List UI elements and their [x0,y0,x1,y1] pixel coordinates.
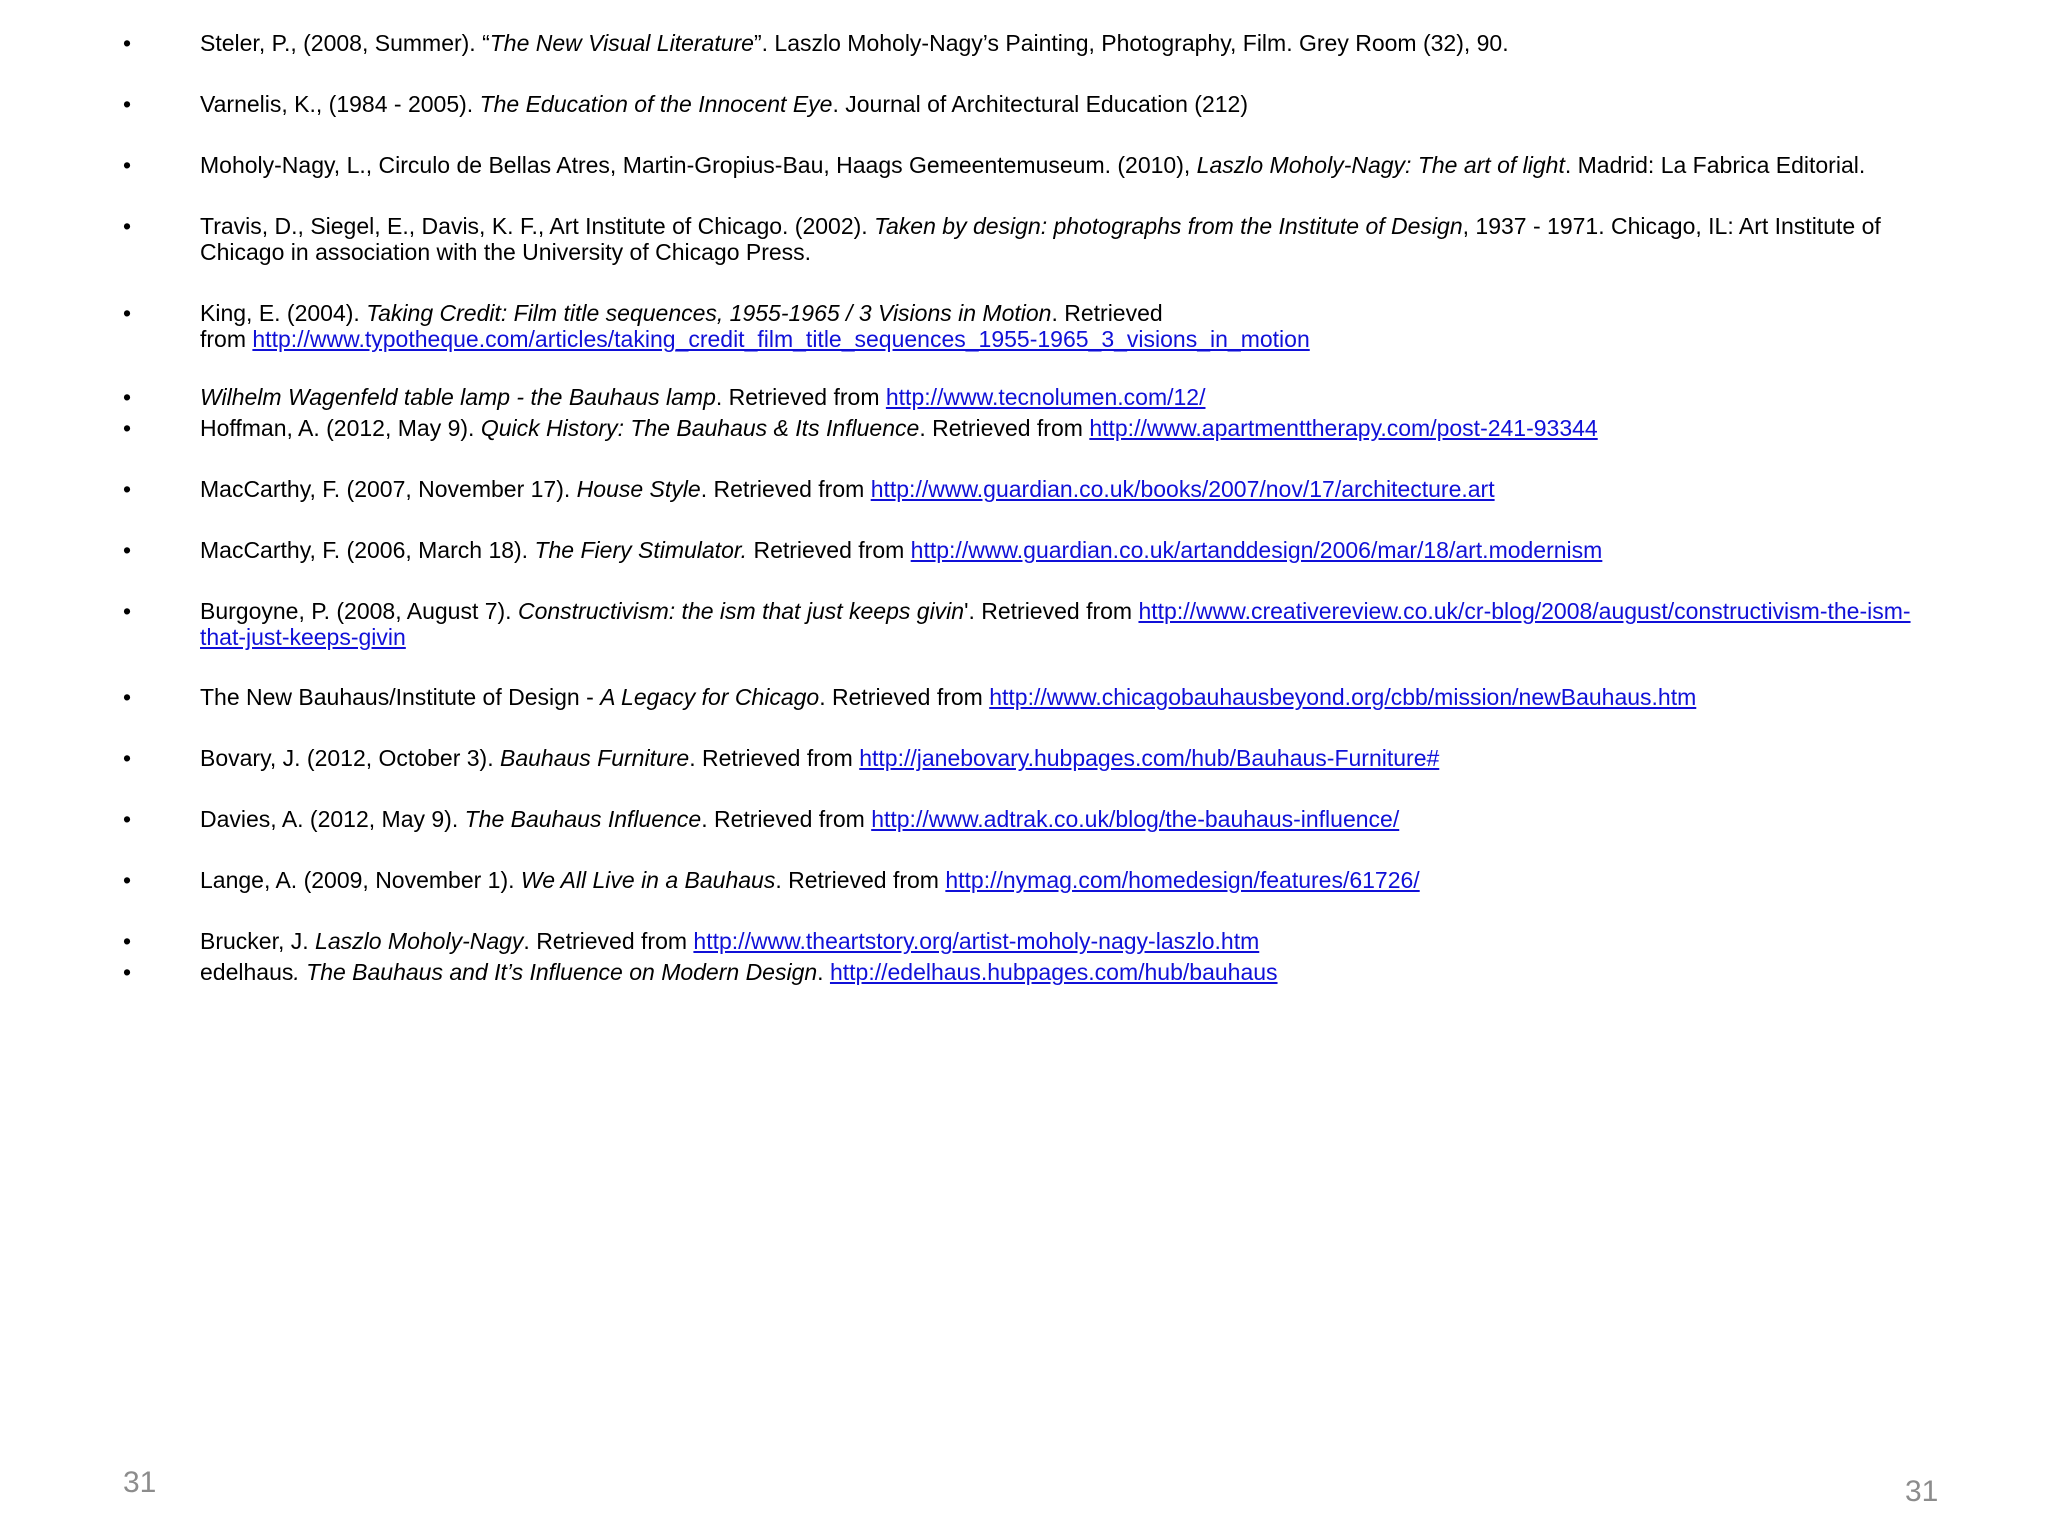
reference-title: The Education of the Innocent Eye [479,91,833,117]
reference-text: Steler, P., (2008, Summer). “ [200,30,490,56]
reference-title: The New Visual Literature [489,30,754,56]
reference-text: Retrieved from [747,537,911,563]
reference-text: King, E. (2004). [200,300,367,326]
reference-link[interactable]: http://www.typotheque.com/articles/taking_credit_film_title_sequences_1955-1965_3_visions_in_motion [252,326,1310,352]
reference-link[interactable]: http://www.tecnolumen.com/12/ [885,384,1206,410]
reference-entry [200,476,1920,502]
reference-entry [200,598,1920,650]
reference-link[interactable]: http://www.adtrak.co.uk/blog/the-bauhaus-influence/ [871,806,1400,832]
reference-title: We All Live in a Bauhaus [520,867,776,893]
reference-text: . Retrieved from [919,415,1090,441]
reference-title: Bauhaus Furniture [499,745,690,771]
list-bullet: • [123,300,132,326]
reference-text: Lange, A. (2009, November 1). [200,867,521,893]
list-bullet: • [123,867,132,893]
reference-text: Davies, A. (2012, May 9). [200,806,465,832]
reference-link[interactable]: http://nymag.com/homedesign/features/61726/ [945,867,1420,893]
reference-entry [200,959,1920,985]
reference-link[interactable]: http://edelhaus.hubpages.com/hub/bauhaus [829,959,1278,985]
reference-text: . Retrieved from [700,476,871,502]
reference-text: . Retrieved from [523,928,694,954]
reference-text: Burgoyne, P. (2008, August 7). [200,598,518,624]
reference-text: Travis, D., Siegel, E., Davis, K. F., Art Institute of Chicago. (2002). [200,213,875,239]
reference-text: Moholy-Nagy, L., Circulo de Bellas Atres, Martin-Gropius-Bau, Haags Gemeentemuseum. (2010), [200,152,1197,178]
reference-entry [200,415,1920,441]
reference-link[interactable]: http://www.chicagobauhausbeyond.org/cbb/mission/newBauhaus.htm [989,684,1697,710]
list-bullet: • [123,598,132,624]
page-number-left: 31 [123,1466,157,1499]
reference-text: '. Retrieved from [964,598,1139,624]
reference-text: . Retrieved from [715,384,886,410]
list-bullet: • [123,959,132,985]
list-bullet: • [123,91,132,117]
reference-entry [200,867,1920,893]
list-bullet: • [123,684,132,710]
reference-text: Hoffman, A. (2012, May 9). [200,415,481,441]
reference-title: Quick History: The Bauhaus & Its Influence [480,415,920,441]
reference-title: Taking Credit: Film title sequences, 1955-1965 / 3 Visions in Motion [366,300,1052,326]
list-bullet: • [123,476,132,502]
reference-text: . Retrieved from [689,745,860,771]
reference-entry [200,745,1920,771]
reference-entry [200,30,1920,56]
reference-title: . The Bauhaus and It’s Influence on Modern Design [293,959,818,985]
reference-text: . [817,959,830,985]
reference-entry [200,806,1920,832]
reference-title: Wilhelm Wagenfeld table lamp - the Bauhaus lamp [200,384,716,410]
reference-entry [200,684,1920,710]
list-bullet: • [123,152,132,178]
reference-text: Varnelis, K., (1984 - 2005). [200,91,480,117]
reference-link[interactable]: http://www.guardian.co.uk/books/2007/nov/17/architecture.art [870,476,1495,502]
reference-text: MacCarthy, F. (2006, March 18). [200,537,535,563]
reference-entry [200,91,1920,117]
reference-text: from [200,326,253,352]
reference-text: . Retrieved [1051,300,1163,326]
reference-title: A Legacy for Chicago [600,684,820,710]
reference-title: Laszlo Moholy-Nagy: The art of light [1196,152,1565,178]
page-number-right: 31 [1905,1475,1939,1508]
reference-title: The Bauhaus Influence [464,806,702,832]
reference-text: edelhaus [200,959,294,985]
list-bullet: • [123,537,132,563]
reference-entry [200,152,1920,178]
list-bullet: • [123,384,132,410]
reference-text: . Madrid: La Fabrica Editorial. [1564,152,1866,178]
reference-entry [200,537,1920,563]
reference-entry [200,928,1920,954]
list-bullet: • [123,415,132,441]
reference-text: . Retrieved from [819,684,990,710]
list-bullet: • [123,806,132,832]
reference-text: . Journal of Architectural Education (212) [832,91,1248,117]
reference-text: Bovary, J. (2012, October 3). [200,745,500,771]
list-bullet: • [123,928,132,954]
list-bullet: • [123,30,132,56]
reference-title: The Fiery Stimulator. [534,537,748,563]
reference-link[interactable]: http://janebovary.hubpages.com/hub/Bauhaus-Furniture# [859,745,1440,771]
reference-text: Brucker, J. [200,928,316,954]
reference-text: ”. Laszlo Moholy-Nagy’s Painting, Photography, Film. Grey Room (32), 90. [753,30,1509,56]
reference-link[interactable]: http://www.guardian.co.uk/artanddesign/2006/mar/18/art.modernism [910,537,1603,563]
list-bullet: • [123,745,132,771]
reference-entry [200,384,1920,410]
reference-link[interactable]: http://www.theartstory.org/artist-moholy-nagy-laszlo.htm [693,928,1260,954]
reference-text: , 1937 - 1971. Chicago, IL: Art Institute of Chicago in association with the University of Chicago Press. [200,213,1881,265]
reference-text: . Retrieved from [701,806,872,832]
reference-title: Laszlo Moholy-Nagy [315,928,524,954]
reference-title: House Style [576,476,701,502]
reference-text: The New Bauhaus/Institute of Design - [200,684,601,710]
reference-entry [200,300,1920,352]
reference-link[interactable]: http://www.apartmenttherapy.com/post-241-93344 [1089,415,1598,441]
reference-text: MacCarthy, F. (2007, November 17). [200,476,577,502]
reference-entry [200,213,1920,265]
reference-title: Constructivism: the ism that just keeps givin [517,598,965,624]
list-bullet: • [123,213,132,239]
reference-text: . Retrieved from [775,867,946,893]
reference-link[interactable]: http://www.creativereview.co.uk/cr-blog/2008/august/constructivism-the-ism-that-just-keeps-givin [200,598,1911,650]
reference-title: Taken by design: photographs from the Institute of Design [874,213,1463,239]
